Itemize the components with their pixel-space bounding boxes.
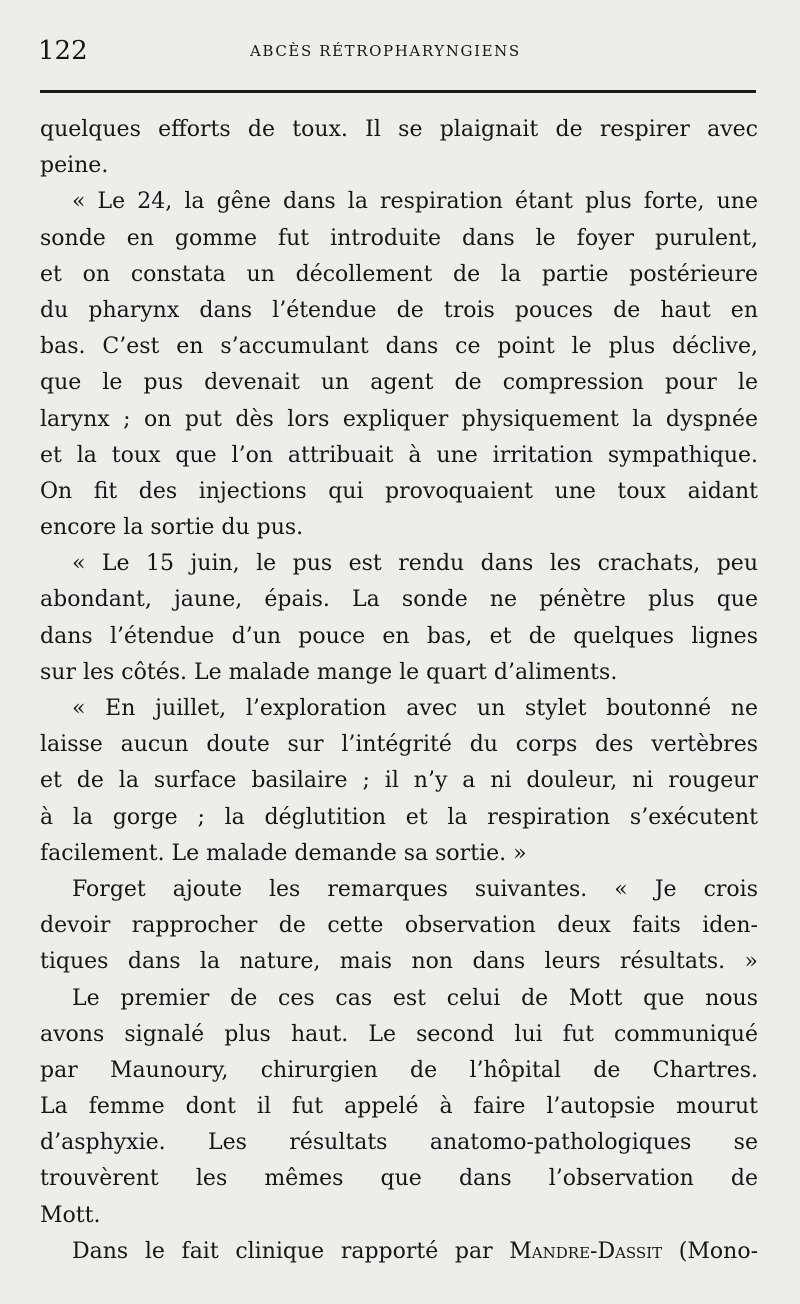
text-line: et on constata un décollement de la partie postérieure xyxy=(40,261,758,287)
running-title: ABCÈS RÉTROPHARYNGIENS xyxy=(250,42,521,60)
header-rule xyxy=(40,90,756,93)
text-line: larynx ; on put dès lors expliquer physiquement la dyspnée xyxy=(40,406,758,432)
text-line: bas. C’est en s’accumulant dans ce point le plus déclive, xyxy=(40,334,758,360)
text-line: quelques efforts de toux. Il se plaignait de respirer avec xyxy=(40,117,758,142)
text-line: que le pus devenait un agent de compression pour le xyxy=(40,370,758,396)
text-line: sur les côtés. Le malade mange le quart d’aliments. xyxy=(40,659,618,685)
text-line: par Maunoury, chirurgien de l’hôpital de Chartres. xyxy=(40,1057,758,1083)
author-name: Mandre-Dassit xyxy=(509,1238,663,1264)
text-line: du pharynx dans l’étendue de trois pouces de haut en xyxy=(40,297,758,323)
text-line: laisse aucun doute sur l’intégrité du corps des vertèbres xyxy=(40,732,758,758)
text-line: « Le 15 juin, le pus est rendu dans les crachats, peu xyxy=(72,551,758,577)
text-line-last xyxy=(40,1234,758,1270)
text-line: La femme dont il fut appelé à faire l’autopsie mourut xyxy=(40,1094,758,1120)
text-line: dans l’étendue d’un pouce en bas, et de quelques lignes xyxy=(40,623,758,649)
text-line: et de la surface basilaire ; il n’y a ni douleur, ni rougeur xyxy=(40,768,758,794)
text-line: Mott. xyxy=(40,1202,101,1228)
text-line: d’asphyxie. Les résultats anatomo-pathologiques se xyxy=(40,1130,758,1156)
text-line: facilement. Le malade demande sa sortie. » xyxy=(40,840,527,866)
text-line: et la toux que l’on attribuait à une irritation sympathique. xyxy=(40,442,758,468)
text-line: tiques dans la nature, mais non dans leurs résultats. » xyxy=(40,949,758,975)
text-line: Forget ajoute les remarques suivantes. « Je crois xyxy=(72,876,758,902)
page-header xyxy=(38,34,758,74)
text-line: « Le 24, la gêne dans la respiration étant plus forte, une xyxy=(72,189,758,215)
text-line: encore la sortie du pus. xyxy=(40,515,304,541)
text-fragment: Dans le fait clinique rapporté par xyxy=(72,1238,510,1264)
text-line: Le premier de ces cas est celui de Mott que nous xyxy=(72,985,758,1011)
text-line: peine. xyxy=(40,153,109,179)
text-line: avons signalé plus haut. Le second lui fut communiqué xyxy=(40,1021,758,1047)
text-fragment: (Mono- xyxy=(662,1238,758,1264)
text-line: abondant, jaune, épais. La sonde ne pénètre plus que xyxy=(40,587,758,613)
text-line: « En juillet, l’exploration avec un stylet boutonné ne xyxy=(72,696,758,721)
body-text xyxy=(40,112,758,1270)
text-line: trouvèrent les mêmes que dans l’observation de xyxy=(40,1166,758,1192)
text-line: à la gorge ; la déglutition et la respiration s’exécutent xyxy=(40,804,758,830)
text-line: devoir rapprocher de cette observation deux faits iden- xyxy=(40,913,758,939)
text-line: On fit des injections qui provoquaient une toux aidant xyxy=(40,478,758,504)
text-line: sonde en gomme fut introduite dans le foyer purulent, xyxy=(40,225,758,251)
page-number: 122 xyxy=(38,36,88,66)
